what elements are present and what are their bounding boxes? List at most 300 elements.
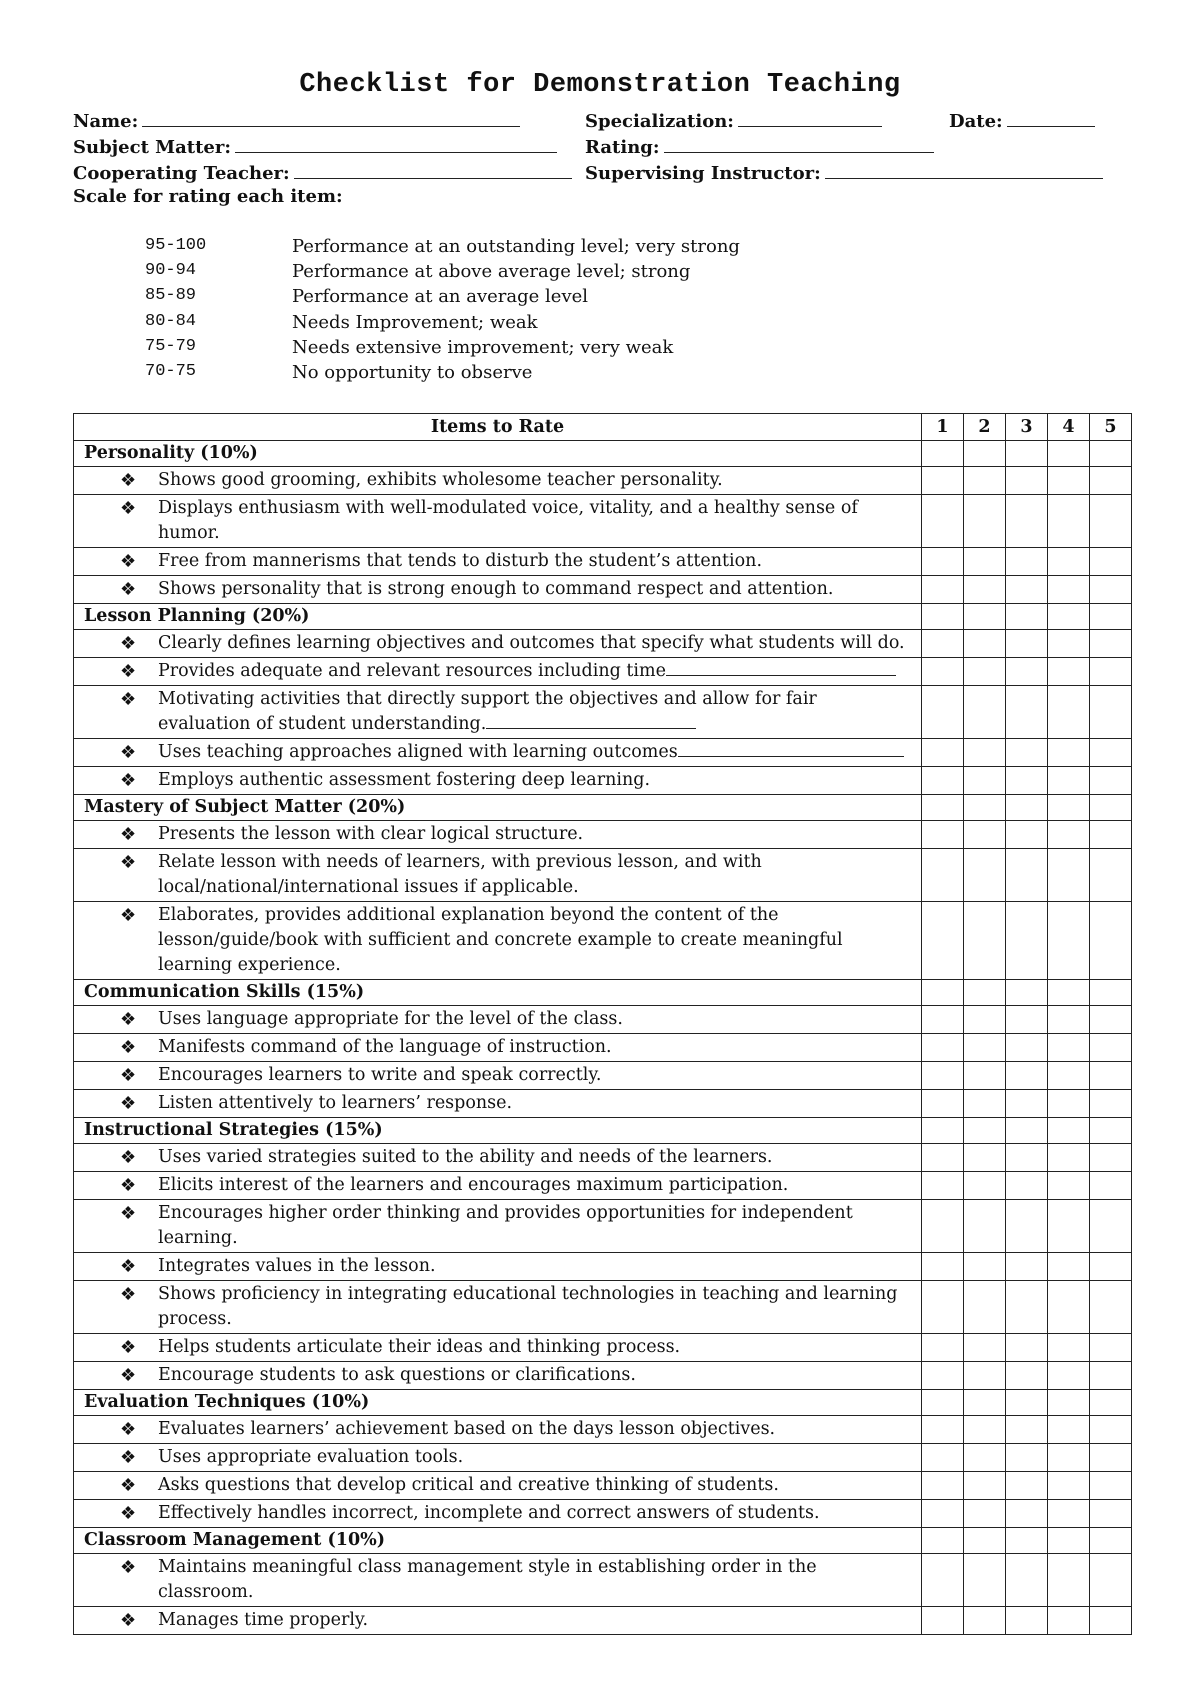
rating-cell[interactable] xyxy=(922,821,964,849)
category-label: Personality (10%) xyxy=(74,441,922,467)
rating-cell[interactable] xyxy=(964,1090,1006,1118)
cooperating-teacher-blank[interactable] xyxy=(294,160,572,179)
rating-cell xyxy=(1006,795,1048,821)
rating-cell[interactable] xyxy=(964,739,1006,767)
rating-cell[interactable] xyxy=(1006,1607,1048,1635)
rating-cell[interactable] xyxy=(1048,767,1090,795)
rating-cell[interactable] xyxy=(922,1006,964,1034)
rating-cell[interactable] xyxy=(1090,548,1132,576)
checklist-item xyxy=(74,686,922,739)
checklist-item-row xyxy=(74,1034,1132,1062)
rating-cell[interactable] xyxy=(1090,1444,1132,1472)
rating-cell[interactable] xyxy=(1006,658,1048,686)
rating-cell[interactable] xyxy=(964,1281,1006,1334)
scale-row xyxy=(145,261,740,286)
rating-cell xyxy=(1048,1528,1090,1554)
category-row xyxy=(74,441,1132,467)
checklist-item-text: Shows good grooming, exhibits wholesome teacher personality. xyxy=(158,470,723,490)
checklist-item-text: Integrates values in the lesson. xyxy=(158,1256,436,1276)
rating-cell[interactable] xyxy=(922,739,964,767)
rating-cell[interactable] xyxy=(922,495,964,548)
checklist-item-row xyxy=(74,1090,1132,1118)
diamond-bullet-icon: ❖ xyxy=(120,1503,137,1524)
rating-cell[interactable] xyxy=(922,1281,964,1334)
diamond-bullet-icon: ❖ xyxy=(120,1093,137,1114)
checklist-item xyxy=(74,1090,922,1118)
checklist-item-text: Displays enthusiasm with well-modulated voice, vitality, and a healthy sense of humor. xyxy=(158,498,858,543)
rating-cell[interactable] xyxy=(1048,1500,1090,1528)
rating-cell xyxy=(1006,604,1048,630)
rating-cell[interactable] xyxy=(922,576,964,604)
diamond-bullet-icon: ❖ xyxy=(120,1009,137,1030)
rating-cell[interactable] xyxy=(964,467,1006,495)
checklist-item-text: Listen attentively to learners’ response. xyxy=(158,1093,513,1113)
rating-cell[interactable] xyxy=(1090,767,1132,795)
rating-cell[interactable] xyxy=(1048,1062,1090,1090)
rating-cell xyxy=(1090,441,1132,467)
rating-cell xyxy=(1048,1118,1090,1144)
category-label: Communication Skills (15%) xyxy=(74,980,922,1006)
rating-cell[interactable] xyxy=(964,1444,1006,1472)
checklist-item xyxy=(74,767,922,795)
checklist-item xyxy=(74,821,922,849)
rating-cell[interactable] xyxy=(1048,1006,1090,1034)
rating-cell[interactable] xyxy=(1090,902,1132,980)
checklist-item xyxy=(74,576,922,604)
diamond-bullet-icon: ❖ xyxy=(120,1447,137,1468)
name-field[interactable] xyxy=(73,108,520,132)
rating-cell[interactable] xyxy=(1006,548,1048,576)
checklist-item-text: Clearly defines learning objectives and outcomes that specify what students will do. xyxy=(158,633,905,653)
rating-cell xyxy=(922,604,964,630)
rating-cell xyxy=(1090,795,1132,821)
checklist-item-row xyxy=(74,1607,1132,1635)
category-row xyxy=(74,604,1132,630)
checklist-item xyxy=(74,658,922,686)
rating-cell[interactable] xyxy=(1048,1034,1090,1062)
rating-cell[interactable] xyxy=(1006,902,1048,980)
rating-cell[interactable] xyxy=(1006,467,1048,495)
subject-matter-blank[interactable] xyxy=(235,134,557,153)
rating-cell[interactable] xyxy=(1090,849,1132,902)
scale-description: Performance at an average level xyxy=(292,286,589,308)
category-row xyxy=(74,1528,1132,1554)
rating-cell xyxy=(922,1390,964,1416)
rating-column-header: 2 xyxy=(964,414,1006,441)
rating-cell[interactable] xyxy=(1006,1006,1048,1034)
rating-cell[interactable] xyxy=(964,1144,1006,1172)
rating-column-header: 3 xyxy=(1006,414,1048,441)
category-row xyxy=(74,1118,1132,1144)
rating-cell[interactable] xyxy=(1090,1200,1132,1253)
rating-cell xyxy=(1048,604,1090,630)
rating-cell[interactable] xyxy=(1006,1416,1048,1444)
scale-range: 70-75 xyxy=(145,361,197,381)
rating-cell[interactable] xyxy=(964,1034,1006,1062)
rating-cell[interactable] xyxy=(1048,849,1090,902)
diamond-bullet-icon: ❖ xyxy=(120,1203,137,1224)
rating-cell xyxy=(1048,795,1090,821)
checklist-item-text: Asks questions that develop critical and creative thinking of students. xyxy=(158,1475,779,1495)
specialization-field[interactable] xyxy=(585,108,882,132)
scale-row xyxy=(145,362,740,387)
rating-cell[interactable] xyxy=(1090,821,1132,849)
rating-cell[interactable] xyxy=(1048,576,1090,604)
checklist-item xyxy=(74,1281,922,1334)
rating-cell[interactable] xyxy=(964,1362,1006,1390)
date-blank[interactable] xyxy=(1007,108,1095,127)
rating-cell[interactable] xyxy=(1006,1200,1048,1253)
rating-cell[interactable] xyxy=(1048,548,1090,576)
rating-cell[interactable] xyxy=(922,1090,964,1118)
specialization-blank[interactable] xyxy=(738,108,882,127)
checklist-item-text: Elaborates, provides additional explanation beyond the content of the lesson/guide/book with sufficient and concrete example to create meaningful learning experience. xyxy=(158,905,843,975)
rating-cell[interactable] xyxy=(1048,1472,1090,1500)
diamond-bullet-icon: ❖ xyxy=(120,1557,137,1578)
scale-range: 85-89 xyxy=(145,286,197,306)
rating-cell[interactable] xyxy=(922,1200,964,1253)
specialization-label: Specialization: xyxy=(585,111,734,132)
rating-cell[interactable] xyxy=(964,1554,1006,1607)
rating-cell xyxy=(1090,604,1132,630)
rating-cell[interactable] xyxy=(1048,1090,1090,1118)
rating-cell xyxy=(1006,1528,1048,1554)
rating-cell[interactable] xyxy=(964,1062,1006,1090)
diamond-bullet-icon: ❖ xyxy=(120,498,137,519)
checklist-item xyxy=(74,1607,922,1635)
checklist-item xyxy=(74,1034,922,1062)
rating-cell[interactable] xyxy=(1048,1444,1090,1472)
rating-cell[interactable] xyxy=(1006,1034,1048,1062)
rating-cell xyxy=(1090,1528,1132,1554)
checklist-item-text: Elicits interest of the learners and encourages maximum participation. xyxy=(158,1175,789,1195)
checklist-item-row xyxy=(74,630,1132,658)
rating-cell[interactable] xyxy=(1048,1607,1090,1635)
supervising-instructor-blank[interactable] xyxy=(825,160,1103,179)
rating-cell[interactable] xyxy=(1048,1416,1090,1444)
scale-range: 75-79 xyxy=(145,336,197,356)
rating-cell[interactable] xyxy=(922,630,964,658)
checklist-item-row xyxy=(74,1172,1132,1200)
rating-cell[interactable] xyxy=(922,1607,964,1635)
rating-cell[interactable] xyxy=(1048,1334,1090,1362)
diamond-bullet-icon: ❖ xyxy=(120,1147,137,1168)
rating-cell[interactable] xyxy=(922,467,964,495)
rating-cell[interactable] xyxy=(922,1416,964,1444)
rating-scale xyxy=(145,236,740,387)
rating-cell[interactable] xyxy=(922,1500,964,1528)
checklist-item xyxy=(74,1416,922,1444)
rating-field[interactable] xyxy=(585,134,934,158)
rating-cell[interactable] xyxy=(1006,739,1048,767)
rating-cell[interactable] xyxy=(1090,658,1132,686)
rating-cell[interactable] xyxy=(1006,1500,1048,1528)
rating-cell[interactable] xyxy=(1090,1500,1132,1528)
rating-cell[interactable] xyxy=(922,1034,964,1062)
rating-cell[interactable] xyxy=(964,1416,1006,1444)
rating-cell[interactable] xyxy=(964,1500,1006,1528)
rating-cell[interactable] xyxy=(964,1006,1006,1034)
rating-cell[interactable] xyxy=(1048,495,1090,548)
checklist-item-row xyxy=(74,467,1132,495)
rating-cell[interactable] xyxy=(1048,1281,1090,1334)
checklist-item-text: Employs authentic assessment fostering deep learning. xyxy=(158,770,651,790)
category-row xyxy=(74,980,1132,1006)
rating-cell[interactable] xyxy=(1006,1172,1048,1200)
rating-cell[interactable] xyxy=(1006,849,1048,902)
rating-cell[interactable] xyxy=(964,849,1006,902)
rating-cell[interactable] xyxy=(1006,1472,1048,1500)
rating-cell[interactable] xyxy=(1006,1090,1048,1118)
scale-description: Needs extensive improvement; very weak xyxy=(292,336,674,358)
rating-cell xyxy=(964,441,1006,467)
category-label: Evaluation Techniques (10%) xyxy=(74,1390,922,1416)
diamond-bullet-icon: ❖ xyxy=(120,1610,137,1631)
rating-cell[interactable] xyxy=(922,1062,964,1090)
rating-cell[interactable] xyxy=(1006,1253,1048,1281)
checklist-item xyxy=(74,1006,922,1034)
rating-cell xyxy=(1006,441,1048,467)
rating-cell[interactable] xyxy=(1048,902,1090,980)
rating-cell[interactable] xyxy=(922,686,964,739)
rating-cell[interactable] xyxy=(1090,1090,1132,1118)
rating-cell[interactable] xyxy=(1090,1281,1132,1334)
rating-cell[interactable] xyxy=(1006,1144,1048,1172)
rating-cell[interactable] xyxy=(1090,1034,1132,1062)
checklist-item-text: Encourage students to ask questions or clarifications. xyxy=(158,1365,636,1385)
category-row xyxy=(74,795,1132,821)
scale-range: 80-84 xyxy=(145,311,197,331)
rating-cell[interactable] xyxy=(1090,1607,1132,1635)
rating-cell[interactable] xyxy=(922,1472,964,1500)
scale-description: Performance at an outstanding level; very strong xyxy=(292,236,740,257)
rating-cell[interactable] xyxy=(964,1200,1006,1253)
rating-cell xyxy=(1048,441,1090,467)
rating-cell[interactable] xyxy=(964,1607,1006,1635)
diamond-bullet-icon: ❖ xyxy=(120,1284,137,1305)
rating-cell[interactable] xyxy=(964,1472,1006,1500)
rating-cell[interactable] xyxy=(1048,686,1090,739)
rating-cell[interactable] xyxy=(1048,1200,1090,1253)
checklist-item-text: Free from mannerisms that tends to disturb the student’s attention. xyxy=(158,551,763,571)
checklist-item-text: Relate lesson with needs of learners, with previous lesson, and with local/national/international issues if applicable. xyxy=(158,852,762,897)
checklist-item-text: Encourages learners to write and speak correctly. xyxy=(158,1065,602,1085)
rating-cell[interactable] xyxy=(1048,1362,1090,1390)
rating-cell[interactable] xyxy=(922,902,964,980)
rating-cell[interactable] xyxy=(1006,1281,1048,1334)
checklist-item-row xyxy=(74,1062,1132,1090)
checklist-item-row xyxy=(74,849,1132,902)
rating-cell[interactable] xyxy=(1006,1334,1048,1362)
checklist-item xyxy=(74,495,922,548)
checklist-item-text: Uses varied strategies suited to the ability and needs of the learners. xyxy=(158,1147,773,1167)
checklist-item-text: Motivating activities that directly support the objectives and allow for fair evaluation of student understanding. xyxy=(158,689,817,734)
checklist-item-text: Uses appropriate evaluation tools. xyxy=(158,1447,464,1467)
rating-cell[interactable] xyxy=(922,1554,964,1607)
scale-row xyxy=(145,337,740,362)
rating-cell[interactable] xyxy=(1006,576,1048,604)
rating-cell[interactable] xyxy=(1090,467,1132,495)
rating-cell xyxy=(1048,1390,1090,1416)
scale-range: 95-100 xyxy=(145,236,207,255)
diamond-bullet-icon: ❖ xyxy=(120,742,137,763)
checklist-item-text: Shows personality that is strong enough to command respect and attention. xyxy=(158,579,834,599)
rating-cell[interactable] xyxy=(1090,739,1132,767)
checklist-item-text: Uses teaching approaches aligned with learning outcomes xyxy=(158,742,678,762)
subject-matter-field[interactable] xyxy=(73,134,557,158)
rating-cell[interactable] xyxy=(1090,1554,1132,1607)
category-label: Instructional Strategies (15%) xyxy=(74,1118,922,1144)
rating-cell[interactable] xyxy=(1090,1334,1132,1362)
rating-blank[interactable] xyxy=(664,134,934,153)
diamond-bullet-icon: ❖ xyxy=(120,1037,137,1058)
cooperating-teacher-field[interactable] xyxy=(73,160,572,184)
checklist-item-row xyxy=(74,1006,1132,1034)
checklist-item-text: Effectively handles incorrect, incomplete and correct answers of students. xyxy=(158,1503,820,1523)
rating-cell[interactable] xyxy=(1048,739,1090,767)
rating-cell[interactable] xyxy=(1006,1062,1048,1090)
rating-cell[interactable] xyxy=(1006,630,1048,658)
diamond-bullet-icon: ❖ xyxy=(120,579,137,600)
checklist-item xyxy=(74,467,922,495)
scale-description: Needs Improvement; weak xyxy=(292,311,538,333)
rating-cell[interactable] xyxy=(1048,821,1090,849)
rating-cell[interactable] xyxy=(922,1444,964,1472)
checklist-item-text: Evaluates learners’ achievement based on the days lesson objectives. xyxy=(158,1419,776,1439)
rating-cell[interactable] xyxy=(1090,1144,1132,1172)
checklist-item-text: Presents the lesson with clear logical structure. xyxy=(158,824,584,844)
scale-row xyxy=(145,312,740,337)
rating-cell[interactable] xyxy=(922,1253,964,1281)
checklist-item-text: Helps students articulate their ideas and thinking process. xyxy=(158,1337,681,1357)
checklist-item-text: Maintains meaningful class management style in establishing order in the classroom. xyxy=(158,1557,817,1602)
rating-cell[interactable] xyxy=(964,548,1006,576)
rating-cell[interactable] xyxy=(964,658,1006,686)
checklist-item xyxy=(74,849,922,902)
page-title: Checklist for Demonstration Teaching xyxy=(299,70,901,100)
checklist-item-text: Encourages higher order thinking and provides opportunities for independent learning. xyxy=(158,1203,853,1248)
rating-cell[interactable] xyxy=(964,821,1006,849)
rating-cell[interactable] xyxy=(964,630,1006,658)
rating-cell[interactable] xyxy=(1090,495,1132,548)
rating-cell[interactable] xyxy=(1090,1062,1132,1090)
rating-cell[interactable] xyxy=(964,686,1006,739)
checklist-item-row xyxy=(74,1200,1132,1253)
rating-cell[interactable] xyxy=(1090,1362,1132,1390)
rating-cell[interactable] xyxy=(964,1172,1006,1200)
checklist-item-row xyxy=(74,658,1132,686)
rating-cell[interactable] xyxy=(964,767,1006,795)
rating-cell[interactable] xyxy=(922,1362,964,1390)
rating-cell[interactable] xyxy=(1090,1253,1132,1281)
rating-cell[interactable] xyxy=(1090,1006,1132,1034)
rating-cell[interactable] xyxy=(1090,1472,1132,1500)
checklist-item xyxy=(74,902,922,980)
rating-cell[interactable] xyxy=(1090,576,1132,604)
rating-cell[interactable] xyxy=(922,767,964,795)
rating-cell[interactable] xyxy=(1048,658,1090,686)
cooperating-teacher-label: Cooperating Teacher: xyxy=(73,163,290,184)
rating-cell[interactable] xyxy=(1006,767,1048,795)
rating-cell[interactable] xyxy=(1090,1416,1132,1444)
rating-cell[interactable] xyxy=(1006,495,1048,548)
diamond-bullet-icon: ❖ xyxy=(120,824,137,845)
rating-cell[interactable] xyxy=(922,849,964,902)
diamond-bullet-icon: ❖ xyxy=(120,905,137,926)
checklist-item-row xyxy=(74,548,1132,576)
rating-cell[interactable] xyxy=(964,1334,1006,1362)
rating-cell[interactable] xyxy=(922,548,964,576)
rating-cell[interactable] xyxy=(1090,630,1132,658)
rating-cell[interactable] xyxy=(1090,1172,1132,1200)
rating-cell xyxy=(964,1390,1006,1416)
rating-cell[interactable] xyxy=(1048,1144,1090,1172)
rating-cell[interactable] xyxy=(922,1334,964,1362)
category-label: Classroom Management (10%) xyxy=(74,1528,922,1554)
rating-cell[interactable] xyxy=(1048,1554,1090,1607)
checklist-item-row xyxy=(74,1500,1132,1528)
rating-cell[interactable] xyxy=(1006,1554,1048,1607)
checklist-item-row xyxy=(74,1334,1132,1362)
checklist-item xyxy=(74,1334,922,1362)
rating-cell[interactable] xyxy=(1048,467,1090,495)
checklist-item-row xyxy=(74,1444,1132,1472)
rating-cell[interactable] xyxy=(1006,821,1048,849)
checklist-item xyxy=(74,548,922,576)
checklist-item-text: Manages time properly. xyxy=(158,1610,369,1630)
rating-cell[interactable] xyxy=(964,902,1006,980)
rating-cell[interactable] xyxy=(964,1253,1006,1281)
scale-row xyxy=(145,236,740,261)
checklist-item-row xyxy=(74,821,1132,849)
rating-cell[interactable] xyxy=(1048,630,1090,658)
rating-cell[interactable] xyxy=(1006,1444,1048,1472)
rating-cell[interactable] xyxy=(922,1144,964,1172)
checklist-item-text: Uses language appropriate for the level of the class. xyxy=(158,1009,623,1029)
rating-cell xyxy=(964,980,1006,1006)
rating-cell[interactable] xyxy=(1006,1362,1048,1390)
diamond-bullet-icon: ❖ xyxy=(120,661,137,682)
rating-cell[interactable] xyxy=(1006,686,1048,739)
checklist-item xyxy=(74,1200,922,1253)
name-blank[interactable] xyxy=(142,108,520,127)
checklist-item xyxy=(74,1253,922,1281)
checklist-item-row xyxy=(74,686,1132,739)
rating-cell xyxy=(1090,980,1132,1006)
rating-cell xyxy=(922,980,964,1006)
rating-cell[interactable] xyxy=(964,495,1006,548)
rating-column-header: 5 xyxy=(1090,414,1132,441)
rating-cell[interactable] xyxy=(964,576,1006,604)
diamond-bullet-icon: ❖ xyxy=(120,470,137,491)
rating-cell[interactable] xyxy=(1048,1253,1090,1281)
diamond-bullet-icon: ❖ xyxy=(120,1337,137,1358)
supervising-instructor-field[interactable] xyxy=(585,160,1103,184)
rating-cell[interactable] xyxy=(922,658,964,686)
rating-table-body xyxy=(74,441,1132,1635)
rating-cell[interactable] xyxy=(1048,1172,1090,1200)
rating-cell[interactable] xyxy=(1090,686,1132,739)
date-field[interactable] xyxy=(949,108,1095,132)
diamond-bullet-icon: ❖ xyxy=(120,1475,137,1496)
checklist-item-row xyxy=(74,767,1132,795)
underline-blank xyxy=(666,659,896,676)
diamond-bullet-icon: ❖ xyxy=(120,551,137,572)
rating-cell[interactable] xyxy=(922,1172,964,1200)
diamond-bullet-icon: ❖ xyxy=(120,1365,137,1386)
scale-range: 90-94 xyxy=(145,261,197,281)
scale-description: No opportunity to observe xyxy=(292,361,533,383)
